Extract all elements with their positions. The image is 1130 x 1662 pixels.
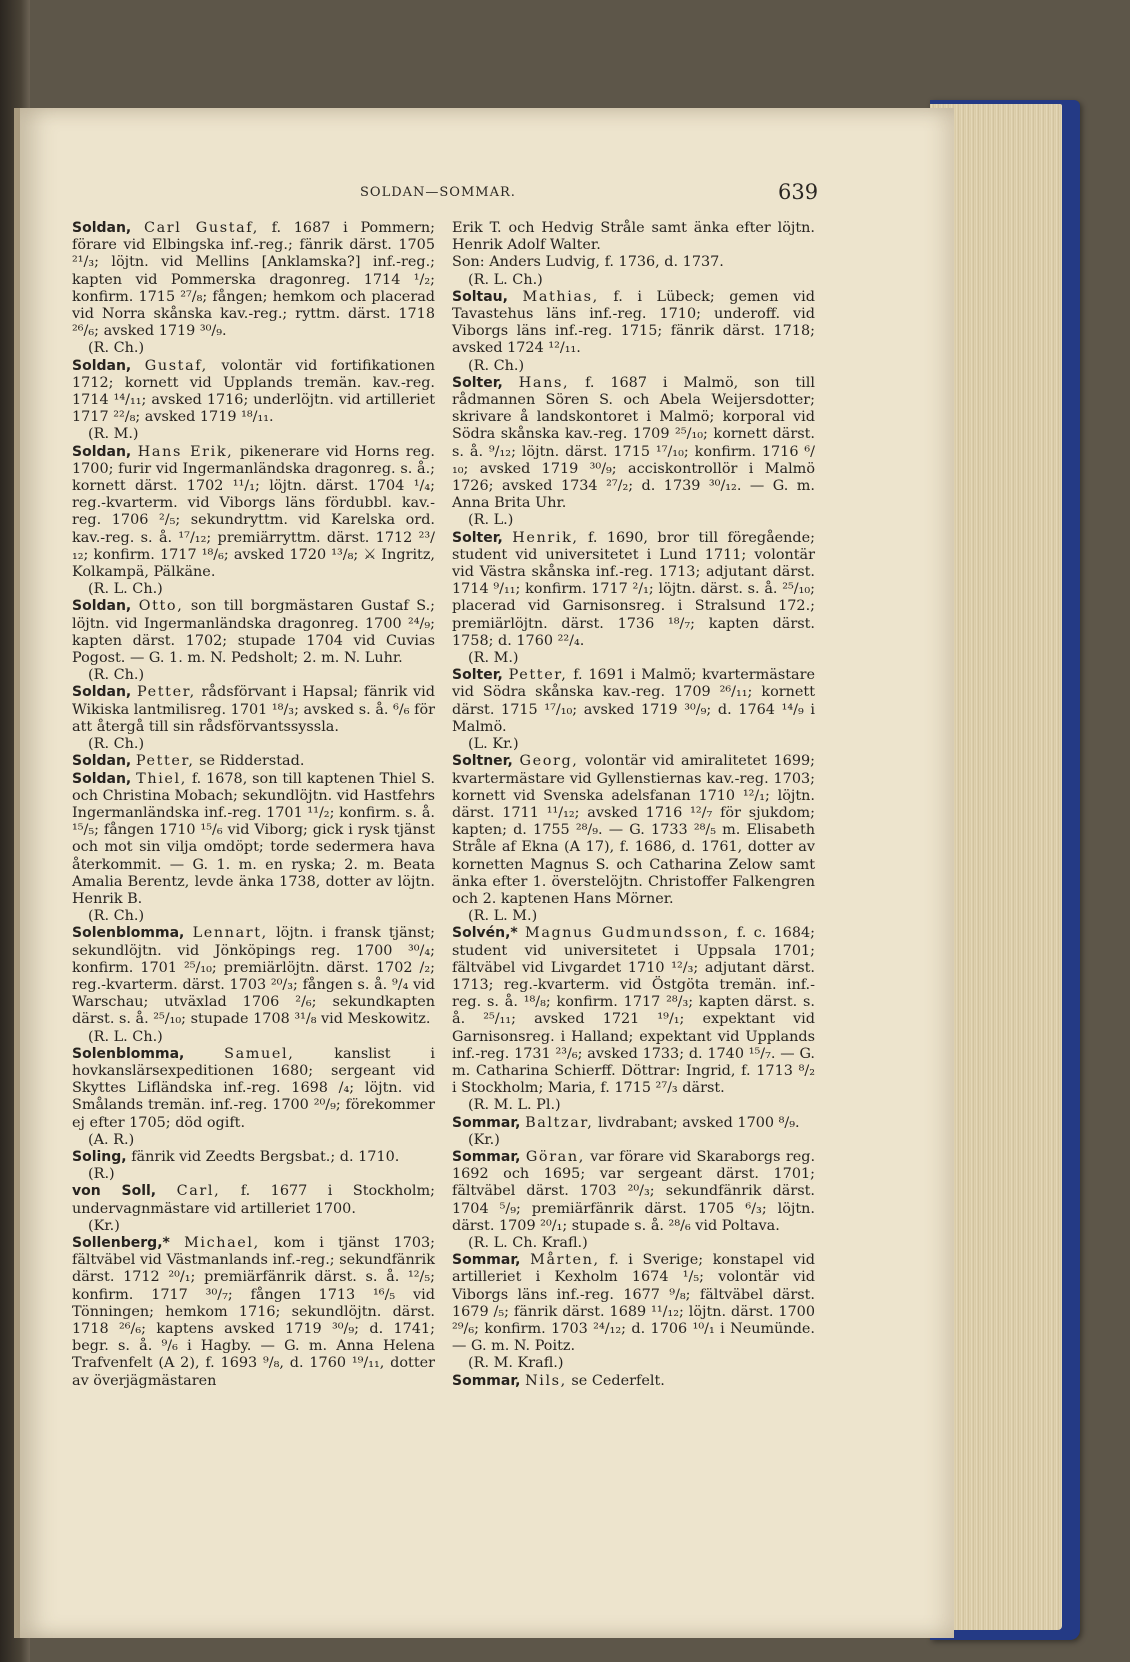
entry-source: (R.) xyxy=(88,1166,115,1183)
running-head: SOLDAN—SOMMAR. xyxy=(360,185,516,200)
entry-text: son till borgmästaren Gustaf S.; löjtn. vid Ingermanländska dragonreg. 1700 ²⁴/₉; kapten därst. 1702; stupade 1704 vid Cuvias Pogost. — G. 1. m. N. Pedsholt; 2. m. N. Luhr. xyxy=(72,598,435,667)
entry-headword: Soltner, xyxy=(452,753,513,770)
entry-given-name: Hans Erik, xyxy=(137,443,234,460)
entry-text: pikenerare vid Horns reg. 1700; furir vid Ingermanländska dragonreg. s. å.; kornett därst. 1702 ¹¹/₁; löjtn. därst. 1704 ¹/₄; reg.-kvarterm. vid Viborgs läns fördubbl. kav.-reg. 1706 ²/₅; sekundryttm. vid Karelska ord. kav.-reg. s. å. ¹⁷/₁₂; premiärryttm. därst. 1712 ²³/₁₂; konfirm. 1717 ¹⁸/₆; avsked 1720 ¹³/₈; ⚔ Ingritz, Kolkampä, Pälkäne. xyxy=(72,443,435,581)
entry-source: (R. M. L. Pl.) xyxy=(468,1097,561,1114)
entry-source: (R. Ch.) xyxy=(88,340,145,357)
entry-headword: Soldan, xyxy=(72,753,132,770)
entry-source: (R. L. M.) xyxy=(468,908,538,925)
entry-given-name: Mathias, xyxy=(522,288,599,305)
dictionary-entry xyxy=(452,1149,815,1235)
entry-given-name: Lennart, xyxy=(192,925,268,942)
dictionary-entry xyxy=(452,1373,815,1390)
entry-text: löjtn. i fransk tjänst; sekundlöjtn. vid Jönköpings reg. 1700 ³⁰/₄; konfirm. 1701 ²⁵/₁₀; premiärlöjtn. därst. 1702 /₂; reg.-kvarterm. därst. 1703 ²⁰/₃; fången s. å. ⁹/₄ vid Warschau; utväxlad 1706 ²/₆; sekundkapten därst. s. å. ²⁵/₁₀; stupade 1708 ³¹/₈ vid Meskowitz. xyxy=(72,925,436,1028)
entry-text: livdrabant; avsked 1700 ⁸/₉. xyxy=(598,1114,800,1131)
entry-text: kanslist i hovkanslärsexpeditionen 1680; sergeant vid Skyttes Lifländska inf.-reg. 1698 /₄; löjtn. vid Smålands tremän. inf.-reg. 1700 ²⁰/₉; förekommer ej efter 1705; död ogift. xyxy=(72,1045,435,1131)
entry-source: (A. R.) xyxy=(88,1131,135,1148)
entry-source: (R. Ch.) xyxy=(88,908,145,925)
entry-given-name: Petter, xyxy=(508,667,568,684)
entry-source: (R. Ch.) xyxy=(468,357,525,374)
dictionary-entry xyxy=(452,667,815,736)
entry-text: f. 1690, bror till föregående; student vid universitetet i Lund 1711; volontär vid Västra skånska inf.-reg. 1713; adjutant därst. 1714 ⁹/₁₁; konfirm. 1717 ²/₁; löjtn. därst. s. å. ²⁵/₁₀; placerad vid Garnisonsreg. i Stralsund 172.; premiärlöjtn. därst. 1736 ¹⁸/₇; kapten därst. 1758; d. 1760 ²²/₄. xyxy=(452,529,816,649)
entry-headword: Soldan, xyxy=(72,598,132,615)
dictionary-entry xyxy=(72,925,435,1028)
entry-headword: Soldan, xyxy=(72,220,132,236)
entry-source: (R. M.) xyxy=(88,426,139,443)
entry-headword: Soltau, xyxy=(452,288,508,305)
entry-headword: Soling, xyxy=(72,1148,127,1165)
dictionary-entry xyxy=(452,1115,815,1132)
entry-text: se Ridderstad. xyxy=(199,753,305,770)
entry-headword: Soldan, xyxy=(72,770,132,787)
entry-given-name: Hans, xyxy=(518,374,570,391)
entry-given-name: Baltzar, xyxy=(525,1114,594,1131)
dictionary-entry xyxy=(72,1149,435,1166)
dictionary-entry xyxy=(452,530,815,650)
dictionary-entry xyxy=(72,220,435,340)
entry-given-name: Otto, xyxy=(138,598,184,615)
entry-text: f. i Sverige; konstapel vid artilleriet i Kexholm 1674 ¹/₅; volontär vid Viborgs läns inf.-reg. 1677 ⁹/₈; fältväbel därst. 1679 /₅; fänrik därst. 1689 ¹¹/₁₂; löjtn. därst. 1700 ²⁹/₆; konfirm. 1703 ²⁴/₁₂; d. 1706 ¹⁰/₁ i Neumünde. — G. m. N. Poitz. xyxy=(452,1252,815,1355)
entry-headword: Sollenberg,* xyxy=(72,1234,170,1251)
dictionary-entry xyxy=(72,444,435,582)
dictionary-entry xyxy=(72,753,435,770)
entry-text: volontär vid fortifikationen 1712; kornett vid Upplands tremän. kav.-reg. 1714 ¹⁴/₁₁; avsked 1716; underlöjtn. vid artilleriet 1717 ²²/₈; avsked 1719 ¹⁸/₁₁. xyxy=(72,357,436,426)
dictionary-entry xyxy=(72,684,435,736)
entry-text: f. 1687 i Malmö, son till rådmannen Sören S. och Abela Weijersdotter; skrivare å landskontoret i Malmö; korporal vid Södra skånska kav.-reg. 1709 ²⁵/₁₀; kornett därst. s. å. ⁹/₁₂; löjtn. därst. 1715 ¹⁷/₁₀; konfirm. 1716 ⁶/₁₀; avsked 1719 ³⁰/₉; acciskontrollör i Malmö 1726; avsked 1734 ²⁷/₂; d. 1739 ³⁰/₁₂. — G. m. Anna Brita Uhr. xyxy=(452,374,815,512)
entry-given-name: Göran, xyxy=(525,1148,585,1165)
entry-source: (R. L. Ch.) xyxy=(88,581,163,598)
dictionary-entry xyxy=(72,1046,435,1132)
left-column xyxy=(72,220,435,1390)
entry-headword: Soldan, xyxy=(72,443,132,460)
entry-text: Son: Anders Ludvig, f. 1736, d. 1737. xyxy=(452,254,724,271)
entry-text: f. c. 1684; student vid universitetet i Uppsala 1701; fältväbel vid Livgardet 1710 ¹²/₃; adjutant därst. 1713; reg.-kvarterm. vid Östgöta tremän. inf.-reg. s. å. ¹⁸/₈; konfirm. 1717 ²⁸/₃; kapten därst. s. å. ²⁵/₁₁; avsked 1721 ¹⁹/₁; expektant vid Garnisonsreg. i Halland; expektant vid Upplands inf.-reg. 1731 ²³/₆; avsked 1733; d. 1740 ¹⁵/₇. — G. m. Catharina Schierff. Döttrar: Ingrid, f. 1713 ⁸/₂ i Stockholm; Maria, f. 1715 ²⁷/₃ därst. xyxy=(452,925,815,1097)
entry-headword: Solvén,* xyxy=(452,925,518,942)
entry-text: kom i tjänst 1703; fältväbel vid Västmanlands inf.-reg.; sekundfänrik därst. 1712 ²⁰/₁; premiärfänrik därst. s. å. ¹²/₅; konfirm. 1717 ³⁰/₇; fången 1713 ¹⁶/₅ vid Tönningen; hemkom 1716; sekundlöjtn. därst. 1718 ²⁶/₆; kaptens avsked 1719 ³⁰/₉; d. 1741; begr. s. å. ⁹/₆ i Hagby. — G. m. Anna Helena Trafvenfelt (A 2), f. 1693 ⁹/₈, d. 1760 ¹⁹/₁₁, dotter av överjägmästaren xyxy=(72,1234,436,1389)
entry-headword: Solenblomma, xyxy=(72,925,185,942)
entry-given-name: Petter, xyxy=(135,753,195,770)
entry-text: f. 1678, son till kaptenen Thiel S. och Christina Mobach; sekundlöjtn. vid Hastfehrs Ingermanländska inf.-reg. 1701 ¹¹/₂; konfirm. s. å. ¹⁵/₅; fången 1710 ¹⁵/₆ vid Viborg; gick i rysk tjänst och mot sin vilja omdöpt; torde sedermera hava återkommit. — G. 1. m. en ryska; 2. m. Beata Amalia Berentz, levde änka 1738, dotter av löjtn. Henrik B. xyxy=(72,770,435,907)
entry-source: (Kr.) xyxy=(468,1131,500,1148)
entry-text: se Cederfelt. xyxy=(571,1372,665,1389)
entry-source: (R. Ch.) xyxy=(88,736,145,753)
entry-given-name: Magnus Gudmundsson, xyxy=(524,925,730,942)
entry-text: var förare vid Skaraborgs reg. 1692 och 1695; var sergeant därst. 1701; fältväbel därst. 1703 ²⁰/₃; sekundfänrik därst. 1704 ⁵/₉; premiärfänrik därst. 1705 ⁶/₃; löjtn. därst. 1709 ²⁰/₁; stupade s. å. ²⁸/₆ vid Poltava. xyxy=(452,1148,816,1234)
entry-headword: Solter, xyxy=(452,529,503,546)
entry-given-name: Carl Gustaf, xyxy=(144,220,259,236)
entry-given-name: Carl, xyxy=(176,1183,221,1200)
entry-source: (L. Kr.) xyxy=(468,736,519,753)
entry-text: f. 1677 i Stockholm; undervagnmästare vid artilleriet 1700. xyxy=(72,1183,435,1217)
entry-given-name: Georg, xyxy=(519,753,579,770)
entry-headword: Solenblomma, xyxy=(72,1045,185,1062)
entry-given-name: Gustaf, xyxy=(144,357,208,374)
entry-headword: Sommar, xyxy=(452,1372,521,1389)
dictionary-entry xyxy=(452,289,815,358)
dictionary-entry xyxy=(452,753,815,908)
dictionary-entry xyxy=(452,1252,815,1355)
entry-source: (R. L. Ch. Krafl.) xyxy=(468,1234,588,1251)
entry-source: (Kr.) xyxy=(88,1217,120,1234)
entry-text: f. 1687 i Pommern; förare vid Elbingska inf.-reg.; fänrik därst. 1705 ²¹/₃; löjtn. vid Mellins [Anklamska?] inf.-reg.; kapten vid Pommerska dragonreg. 1714 ¹/₂; konfirm. 1715 ²⁷/₈; fången; hemkom och placerad vid Norra skånska kav.-reg.; ryttm. därst. 1718 ²⁶/₆; avsked 1719 ³⁰/₉. xyxy=(72,220,436,340)
entry-headword: Sommar, xyxy=(452,1252,521,1269)
right-column xyxy=(452,220,815,1390)
entry-given-name: Michael, xyxy=(184,1234,260,1251)
entry-headword: Soldan, xyxy=(72,684,132,701)
entry-text: f. 1691 i Malmö; kvartermästare vid Södra skånska kav.-reg. 1709 ²⁶/₁₁; kornett därst. 1715 ¹⁷/₁₀; avsked 1719 ³⁰/₉; d. 1764 ¹⁴/₉ i Malmö. xyxy=(452,667,815,735)
dictionary-entry xyxy=(452,220,815,254)
entry-headword: von Soll, xyxy=(72,1183,157,1200)
entry-text: fänrik vid Zeedts Bergsbat.; d. 1710. xyxy=(131,1148,400,1165)
entry-text: volontär vid amiralitetet 1699; kvartermästare vid Gyllenstiernas kav.-reg. 1703; kornett vid Svenska adelsfanan 1710 ¹²/₁; löjtn. därst. 1711 ¹¹/₁₂; avsked 1716 ¹²/₇ för sjukdom; kapten; d. 1755 ²⁸/₉. — G. 1733 ²⁸/₅ m. Elisabeth Stråle af Ekna (A 17), f. 1686, d. 1761, dotter av kornetten Magnus S. och Catharina Zelow samt änka efter 1. överstelöjtn. Christoffer Falkengren och 2. kaptenen Hans Mörner. xyxy=(452,753,815,907)
entry-source: (R. Ch.) xyxy=(88,667,145,684)
entry-source: (R. L. Ch.) xyxy=(468,271,543,288)
dictionary-entry xyxy=(72,1235,435,1390)
entry-text: Erik T. och Hedvig Stråle samt änka efter löjtn. Henrik Adolf Walter. xyxy=(452,220,815,254)
dictionary-entry xyxy=(72,598,435,667)
entry-given-name: Thiel, xyxy=(136,770,187,787)
dictionary-entry xyxy=(452,254,815,271)
entry-source: (R. M. Krafl.) xyxy=(468,1355,564,1372)
dictionary-entry xyxy=(72,771,435,909)
entry-source: (R. L. Ch.) xyxy=(88,1028,163,1045)
entry-given-name: Henrik, xyxy=(512,529,579,546)
entry-given-name: Mårten, xyxy=(530,1252,600,1269)
entry-headword: Sommar, xyxy=(452,1148,521,1165)
entry-text: rådsförvant i Hapsal; fänrik vid Wikiska lantmilisreg. 1701 ¹⁸/₃; avsked s. å. ⁶/₆ för att återgå till sin rådsförvantssyssla. xyxy=(72,684,436,735)
entry-headword: Solter, xyxy=(452,374,503,391)
entry-headword: Solter, xyxy=(452,667,503,684)
dictionary-entry xyxy=(72,1183,435,1217)
entry-headword: Soldan, xyxy=(72,357,132,374)
dictionary-entry xyxy=(452,375,815,513)
entry-source: (R. L.) xyxy=(468,512,514,529)
entry-given-name: Samuel, xyxy=(224,1045,295,1062)
dictionary-entry xyxy=(72,358,435,427)
entry-headword: Sommar, xyxy=(452,1114,521,1131)
entry-given-name: Petter, xyxy=(137,684,196,701)
entry-text: f. i Lübeck; gemen vid Tavastehus läns inf.-reg. 1710; underoff. vid Viborgs läns inf.-reg. 1715; fänrik därst. 1718; avsked 1724 ¹²/₁₁. xyxy=(452,288,815,357)
page-number: 639 xyxy=(778,180,819,204)
entry-source: (R. M.) xyxy=(468,650,519,667)
dictionary-entry xyxy=(452,925,815,1097)
entry-given-name: Nils, xyxy=(525,1372,567,1389)
